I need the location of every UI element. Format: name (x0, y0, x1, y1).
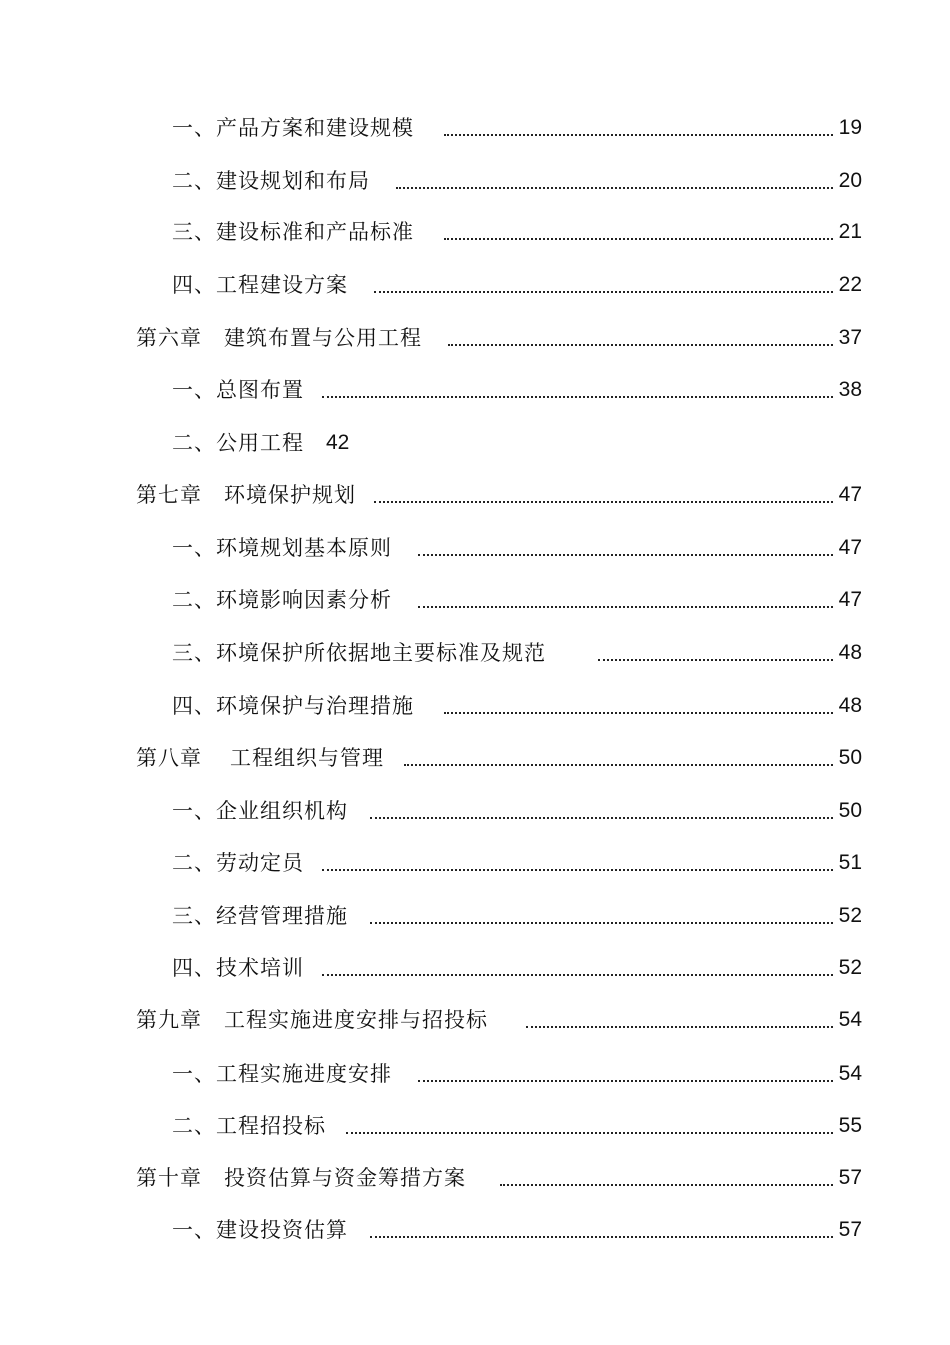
dot-leader (526, 1005, 833, 1035)
toc-page-number: 37 (838, 326, 862, 349)
toc-page-number: 57 (838, 1166, 862, 1189)
chapter-number: 第八章 (136, 746, 202, 770)
toc-page-number: 19 (838, 116, 862, 139)
toc-page-number: 48 (838, 641, 862, 664)
dot-leader (444, 217, 833, 247)
dot-leader (370, 1215, 833, 1245)
toc-entry[interactable] (172, 375, 862, 405)
toc-page-number: 55 (838, 1114, 862, 1137)
toc-entry[interactable] (172, 638, 862, 668)
toc-page-number: 22 (838, 273, 862, 296)
toc-entry-title: 一、企业组织机构 (172, 799, 348, 823)
toc-entry[interactable] (172, 217, 862, 247)
dot-leader (404, 743, 833, 773)
toc-entry[interactable] (172, 1215, 862, 1245)
toc-entry-title: 一、总图布置 (172, 378, 304, 402)
dot-leader (418, 533, 833, 563)
dot-leader (396, 166, 833, 196)
dot-leader (374, 270, 833, 300)
toc-entry[interactable] (172, 796, 862, 826)
toc-entry[interactable] (172, 1059, 862, 1089)
toc-entry[interactable] (172, 848, 862, 878)
toc-entry-title: 一、产品方案和建设规模 (172, 116, 414, 140)
toc-entry-title: 二、环境影响因素分析 (172, 588, 392, 612)
chapter-number: 第九章 (136, 1008, 202, 1032)
toc-entry-title: 二、建设规划和布局 (172, 169, 370, 193)
toc-page-number: 52 (838, 956, 862, 979)
toc-chapter-entry[interactable] (136, 480, 862, 510)
toc-entry-title: 三、环境保护所依据地主要标准及规范 (172, 641, 546, 665)
dot-leader (444, 691, 833, 721)
chapter-title: 投资估算与资金筹措方案 (224, 1166, 466, 1190)
toc-entry-title: 二、公用工程 (172, 431, 304, 455)
dot-leader (370, 901, 833, 931)
toc-page-number: 21 (838, 220, 862, 243)
toc-entry-title: 一、工程实施进度安排 (172, 1062, 392, 1086)
toc-page-number: 42 (326, 431, 350, 454)
toc-entry-title: 三、建设标准和产品标准 (172, 220, 414, 244)
chapter-number: 第七章 (136, 483, 202, 507)
dot-leader (418, 585, 833, 615)
toc-page-number: 48 (838, 694, 862, 717)
dot-leader (322, 375, 833, 405)
toc-chapter-entry[interactable] (136, 1005, 862, 1035)
toc-page-number: 52 (838, 904, 862, 927)
chapter-number: 第六章 (136, 326, 202, 350)
dot-leader (370, 796, 833, 826)
toc-entry-title: 一、建设投资估算 (172, 1218, 348, 1242)
toc-entry[interactable] (172, 691, 862, 721)
toc-entry[interactable] (172, 113, 862, 143)
dot-leader (448, 323, 833, 353)
dot-leader (598, 638, 833, 668)
chapter-title: 建筑布置与公用工程 (224, 326, 422, 350)
chapter-title: 环境保护规划 (224, 483, 356, 507)
toc-entry[interactable] (172, 533, 862, 563)
toc-page-number: 47 (838, 483, 862, 506)
toc-entry-title: 二、工程招投标 (172, 1114, 326, 1138)
chapter-number: 第十章 (136, 1166, 202, 1190)
toc-entry[interactable] (172, 428, 349, 458)
toc-entry[interactable] (172, 953, 862, 983)
dot-leader (322, 848, 833, 878)
toc-page-number: 47 (838, 588, 862, 611)
dot-leader (374, 480, 833, 510)
toc-chapter-entry[interactable] (136, 1163, 862, 1193)
toc-entry-title: 一、环境规划基本原则 (172, 536, 392, 560)
dot-leader (444, 113, 833, 143)
chapter-title: 工程实施进度安排与招投标 (224, 1008, 488, 1032)
toc-page-number: 20 (838, 169, 862, 192)
toc-entry-title: 三、经营管理措施 (172, 904, 348, 928)
toc-entry-title: 四、工程建设方案 (172, 273, 348, 297)
toc-entry-title: 二、劳动定员 (172, 851, 304, 875)
toc-entry[interactable] (172, 270, 862, 300)
toc-entry[interactable] (172, 585, 862, 615)
toc-chapter-entry[interactable] (136, 743, 862, 773)
toc-page-number: 38 (838, 378, 862, 401)
toc-page-number: 50 (838, 799, 862, 822)
toc-entry[interactable] (172, 166, 862, 196)
toc-page-number: 54 (838, 1062, 862, 1085)
dot-leader (346, 1111, 833, 1141)
toc-page-number: 51 (838, 851, 862, 874)
dot-leader (322, 953, 833, 983)
toc-page-number: 50 (838, 746, 862, 769)
toc-page-number: 54 (838, 1008, 862, 1031)
toc-page-number: 57 (838, 1218, 862, 1241)
toc-page-number: 47 (838, 536, 862, 559)
chapter-title: 工程组织与管理 (230, 746, 384, 770)
dot-leader (500, 1163, 833, 1193)
toc-entry[interactable] (172, 1111, 862, 1141)
toc-entry-title: 四、技术培训 (172, 956, 304, 980)
toc-entry[interactable] (172, 901, 862, 931)
dot-leader (418, 1059, 833, 1089)
toc-chapter-entry[interactable] (136, 323, 862, 353)
toc-entry-title: 四、环境保护与治理措施 (172, 694, 414, 718)
